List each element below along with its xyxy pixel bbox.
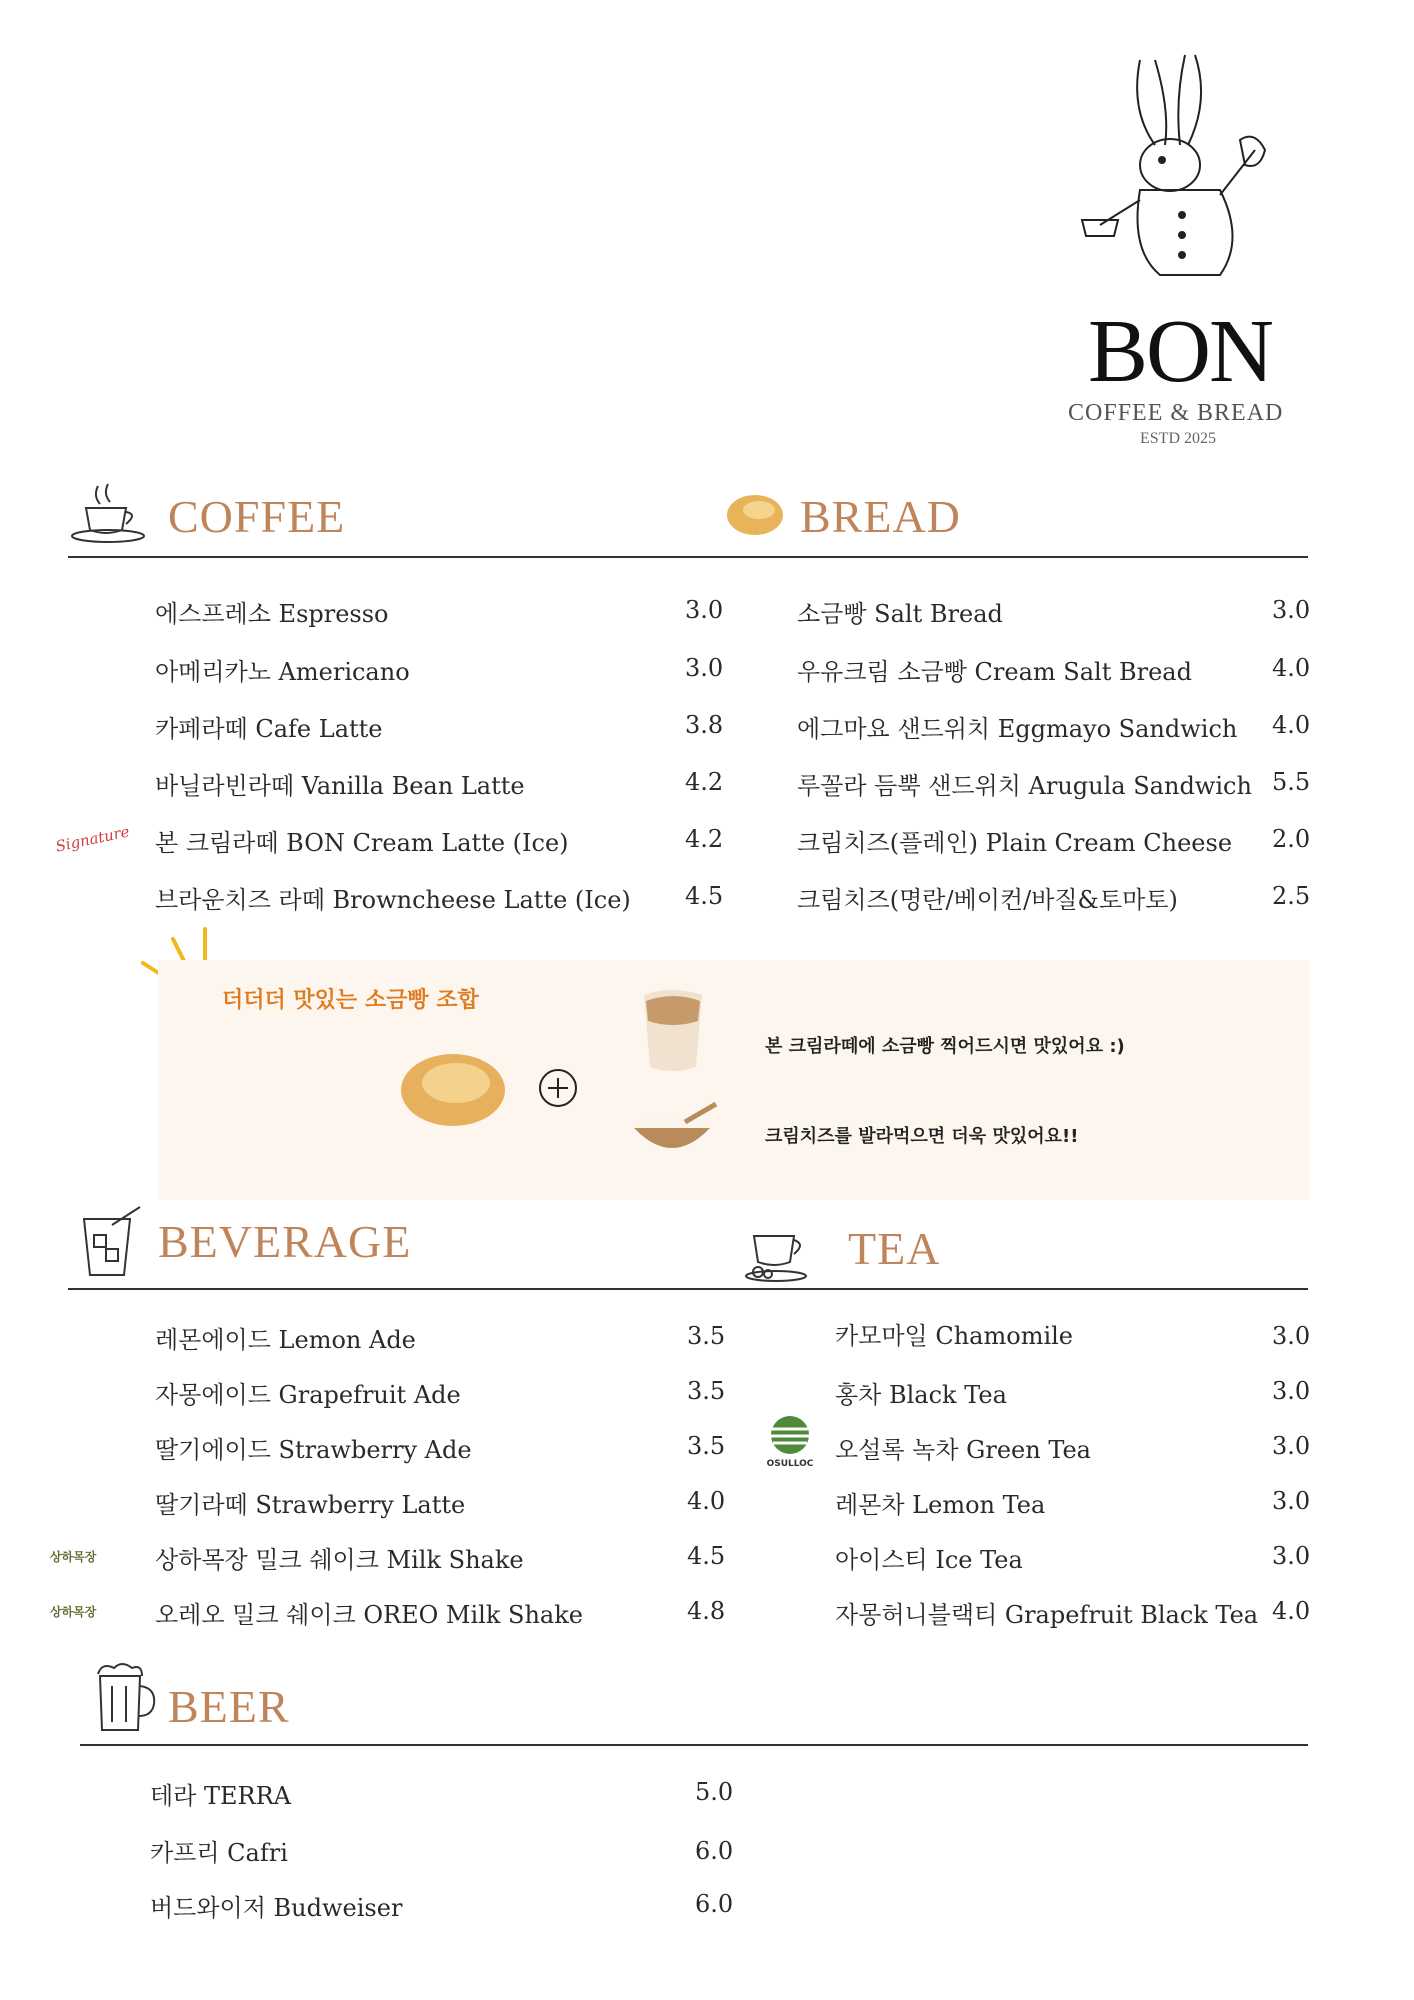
beer-divider bbox=[80, 1744, 1308, 1746]
menu-item-name: 홍차 Black Tea bbox=[835, 1381, 1007, 1409]
menu-item-price: 5.0 bbox=[695, 1778, 734, 1806]
menu-item-price: 3.0 bbox=[1272, 1377, 1311, 1405]
menu-item-name: 에스프레소 Espresso bbox=[155, 600, 389, 628]
menu-item-name: 오설록 녹차 Green Tea bbox=[835, 1436, 1091, 1464]
brand-subtitle: COFFEE & BREAD bbox=[1068, 400, 1284, 426]
menu-item-name: 레몬차 Lemon Tea bbox=[835, 1491, 1046, 1519]
menu-item-price: 4.0 bbox=[1272, 711, 1311, 739]
menu-item-name: 자몽에이드 Grapefruit Ade bbox=[155, 1381, 461, 1409]
tea-cup-icon bbox=[740, 1228, 810, 1283]
menu-item-name: 본 크림라떼 BON Cream Latte (Ice) bbox=[155, 829, 569, 857]
sangha-farm-logo: 상하목장 bbox=[50, 1605, 97, 1619]
coffee-cup-icon bbox=[68, 478, 148, 548]
menu-item-name: 에그마요 샌드위치 Eggmayo Sandwich bbox=[797, 715, 1238, 743]
menu-item-price: 6.0 bbox=[695, 1890, 734, 1918]
menu-item-name: 아메리카노 Americano bbox=[155, 658, 410, 686]
salt-bread-image bbox=[398, 1045, 508, 1130]
menu-item-price: 3.0 bbox=[1272, 1432, 1311, 1460]
sangha-farm-logo: 상하목장 bbox=[50, 1550, 97, 1564]
menu-item-name: 브라운치즈 라떼 Browncheese Latte (Ice) bbox=[155, 886, 631, 914]
beverage-tea-divider bbox=[68, 1288, 1308, 1290]
menu-item-price: 3.0 bbox=[1272, 1487, 1311, 1515]
menu-item-price: 4.0 bbox=[1272, 654, 1311, 682]
bread-icon bbox=[725, 490, 785, 540]
coffee-section-title: COFFEE bbox=[168, 491, 346, 542]
tea-section-title: TEA bbox=[848, 1223, 941, 1274]
menu-item-price: 4.0 bbox=[1272, 1597, 1311, 1625]
cream-cheese-bowl-image bbox=[630, 1098, 720, 1163]
menu-item-name: 오레오 밀크 쉐이크 OREO Milk Shake bbox=[155, 1601, 583, 1629]
menu-item-name: 카페라떼 Cafe Latte bbox=[155, 715, 383, 743]
menu-item-name: 크림치즈(플레인) Plain Cream Cheese bbox=[797, 829, 1233, 857]
menu-item-name: 루꼴라 듬뿍 샌드위치 Arugula Sandwich bbox=[797, 772, 1252, 800]
osulloc-logo bbox=[762, 1415, 818, 1475]
menu-item-name: 카모마일 Chamomile bbox=[835, 1322, 1074, 1350]
beer-mug-icon bbox=[92, 1660, 158, 1735]
menu-item-price: 2.0 bbox=[1272, 825, 1311, 853]
menu-item-price: 2.5 bbox=[1272, 882, 1311, 910]
iced-drink-icon bbox=[78, 1205, 148, 1280]
menu-item-name: 소금빵 Salt Bread bbox=[797, 600, 1003, 628]
menu-item-price: 5.5 bbox=[1272, 768, 1311, 796]
menu-item-price: 3.0 bbox=[1272, 1322, 1311, 1350]
beverage-section-title: BEVERAGE bbox=[158, 1216, 412, 1267]
menu-item-name: 우유크림 소금빵 Cream Salt Bread bbox=[797, 658, 1192, 686]
menu-item-name: 상하목장 밀크 쉐이크 Milk Shake bbox=[155, 1546, 524, 1574]
menu-item-price: 3.0 bbox=[1272, 596, 1311, 624]
brand-established: ESTD 2025 bbox=[1140, 430, 1216, 447]
brand-name: BON bbox=[1088, 302, 1273, 401]
promo-headline: 더더더 맛있는 소금빵 조합 bbox=[222, 988, 479, 1013]
menu-item-name: 자몽허니블랙티 Grapefruit Black Tea bbox=[835, 1601, 1259, 1629]
signature-mark: Signature bbox=[53, 822, 132, 856]
menu-item-price: 4.8 bbox=[687, 1597, 726, 1625]
menu-item-price: 3.8 bbox=[685, 711, 724, 739]
promo-line-1: 본 크림라떼에 소금빵 찍어드시면 맛있어요 :) bbox=[765, 1036, 1125, 1057]
menu-item-name: 딸기에이드 Strawberry Ade bbox=[155, 1436, 472, 1464]
coffee-bread-divider bbox=[68, 556, 1308, 558]
menu-item-name: 딸기라떼 Strawberry Latte bbox=[155, 1491, 466, 1519]
menu-item-price: 4.5 bbox=[685, 882, 724, 910]
beer-section-title: BEER bbox=[168, 1681, 290, 1732]
menu-item-name: 크림치즈(명란/베이컨/바질&토마토) bbox=[797, 886, 1178, 914]
osulloc-logo-text: OSULLOC bbox=[766, 1459, 814, 1469]
menu-item-price: 3.0 bbox=[685, 654, 724, 682]
menu-item-price: 4.5 bbox=[687, 1542, 726, 1570]
menu-item-price: 6.0 bbox=[695, 1837, 734, 1865]
cream-latte-image bbox=[638, 985, 708, 1075]
plus-circle-icon bbox=[538, 1068, 578, 1108]
menu-item-price: 4.0 bbox=[687, 1487, 726, 1515]
rabbit-mascot-illustration bbox=[1070, 50, 1300, 290]
menu-item-name: 버드와이저 Budweiser bbox=[150, 1894, 403, 1922]
menu-item-price: 4.2 bbox=[685, 825, 724, 853]
menu-item-name: 바닐라빈라떼 Vanilla Bean Latte bbox=[155, 772, 525, 800]
menu-item-name: 카프리 Cafri bbox=[150, 1839, 288, 1867]
bread-section-title: BREAD bbox=[800, 491, 961, 542]
menu-item-price: 3.0 bbox=[1272, 1542, 1311, 1570]
menu-item-name: 레몬에이드 Lemon Ade bbox=[155, 1326, 416, 1354]
menu-item-name: 테라 TERRA bbox=[150, 1782, 291, 1810]
menu-item-price: 3.5 bbox=[687, 1432, 726, 1460]
menu-item-price: 4.2 bbox=[685, 768, 724, 796]
menu-item-price: 3.0 bbox=[685, 596, 724, 624]
menu-item-price: 3.5 bbox=[687, 1377, 726, 1405]
promo-line-2: 크림치즈를 발라먹으면 더욱 맛있어요!! bbox=[765, 1126, 1079, 1147]
menu-item-name: 아이스티 Ice Tea bbox=[835, 1546, 1023, 1574]
menu-item-price: 3.5 bbox=[687, 1322, 726, 1350]
